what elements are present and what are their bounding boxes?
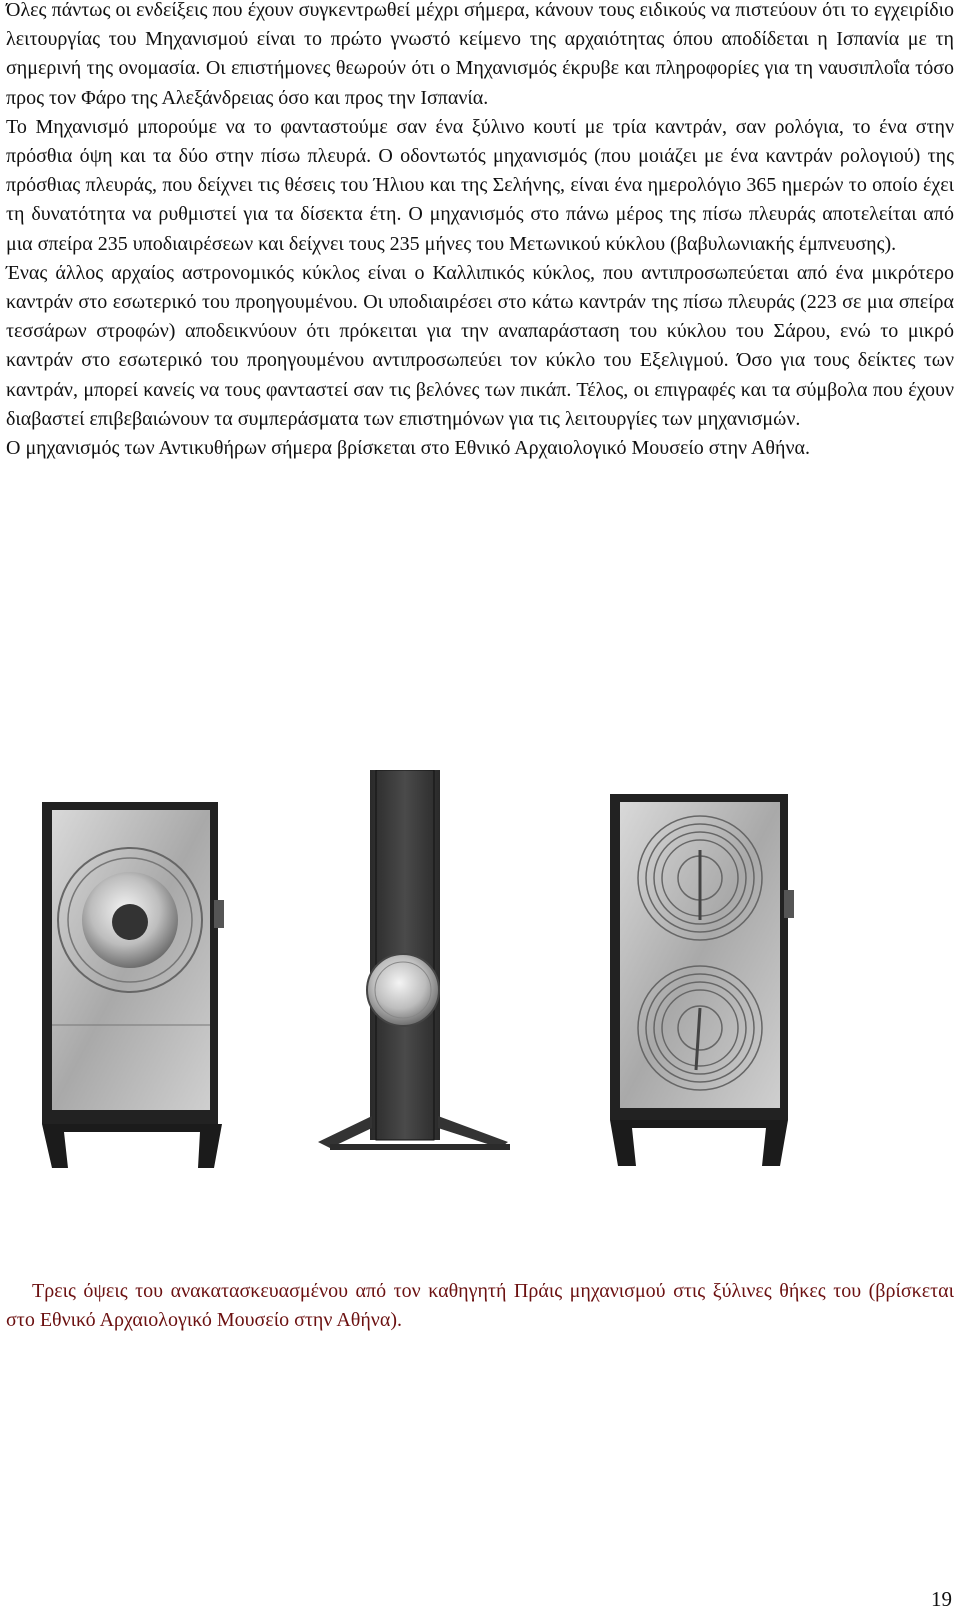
side-view-model (318, 770, 510, 1150)
back-view-model (610, 794, 794, 1166)
paragraph-3: Ένας άλλος αρχαίος αστρονομικός κύκλος είναι ο Καλλιπικός κύκλος, που αντιπροσωπεύεται από ένα μικρότερο καντράν στο εσωτερικό του προηγουμένου. Οι υποδιαιρέσει στο κάτω καντράν της πίσω πλευράς (223 σε μια σπείρα τεσσάρων στροφών) αποδεικνύουν ότι πρόκειται για την αναπαράσταση του κύκλου του Σάρου, ενώ το μικρό καντράν στο εσωτερικό του προηγουμένου αντιπροσωπεύει τον κύκλο του Εξελιγμού. Όσο για τους δείκτες των καντράν, μπορεί κανείς να τους φανταστεί σαν τις βελόνες των πικάπ. Τέλος, οι επιγραφές και τα σύμβολα που έχουν διαβαστεί επιβεβαιώνουν τα συμπεράσματα των επιστημόνων για τις λειτουργίες των μηχανισμών. (6, 261, 954, 430)
front-view-model (42, 802, 224, 1168)
paragraph-4: Ο μηχανισμός των Αντικυθήρων σήμερα βρίσκεται στο Εθνικό Αρχαιολογικό Μουσείο στην Αθήνα. (6, 437, 810, 460)
mechanism-photo (0, 770, 960, 1200)
paragraph-1: Όλες πάντως οι ενδείξεις που έχουν συγκεντρωθεί μέχρι σήμερα, κάνουν τους ειδικούς να πιστεύουν ότι το εγχειρίδιο λειτουργίας του Μηχανισμού είναι το πρώτο γνωστό κείμενο της αρχαιότητας όπου αποδίδεται η Ισπανία με τη σημερινή της ονομασία. Οι επιστήμονες θεωρούν ότι ο Μηχανισμός έκρυβε και πληροφορίες για τη ναυσιπλοΐα τόσο προς τον Φάρο της Αλεξάνδρειας όσο και προς την Ισπανία. (6, 0, 954, 109)
page-number: 19 (931, 1587, 952, 1611)
body-text (6, 0, 954, 463)
figure-caption: Τρεις όψεις του ανακατασκευασμένου από τον καθηγητή Πράις μηχανισμού στις ξύλινες θήκες του (βρίσκεται στο Εθνικό Αρχαιολογικό Μουσείο στην Αθήνα). (6, 1280, 954, 1331)
paragraph-2: Το Μηχανισμό μπορούμε να το φανταστούμε σαν ένα ξύλινο κουτί με τρία καντράν, σαν ρολόγια, το ένα στην πρόσθια όψη και τα δύο στην πίσω πλευρά. Ο οδοντωτός μηχανισμός (που μοιάζει με ένα καντράν ρολογιού) της πρόσθιας πλευράς, που δείχνει τις θέσεις του Ήλιου και της Σελήνης, είναι ένα ημερολόγιο 365 ημερών το οποίο έχει τη δυνατότητα να ρυθμιστεί για τα δίσεκτα έτη. Ο μηχανισμός στο πάνω μέρος της πίσω πλευράς αποτελείται από μια σπείρα 235 υποδιαιρέσεων και δείχνει τους 235 μήνες του Μετωνικού κύκλου (βαβυλωνιακής έμπνευσης). (6, 115, 954, 255)
